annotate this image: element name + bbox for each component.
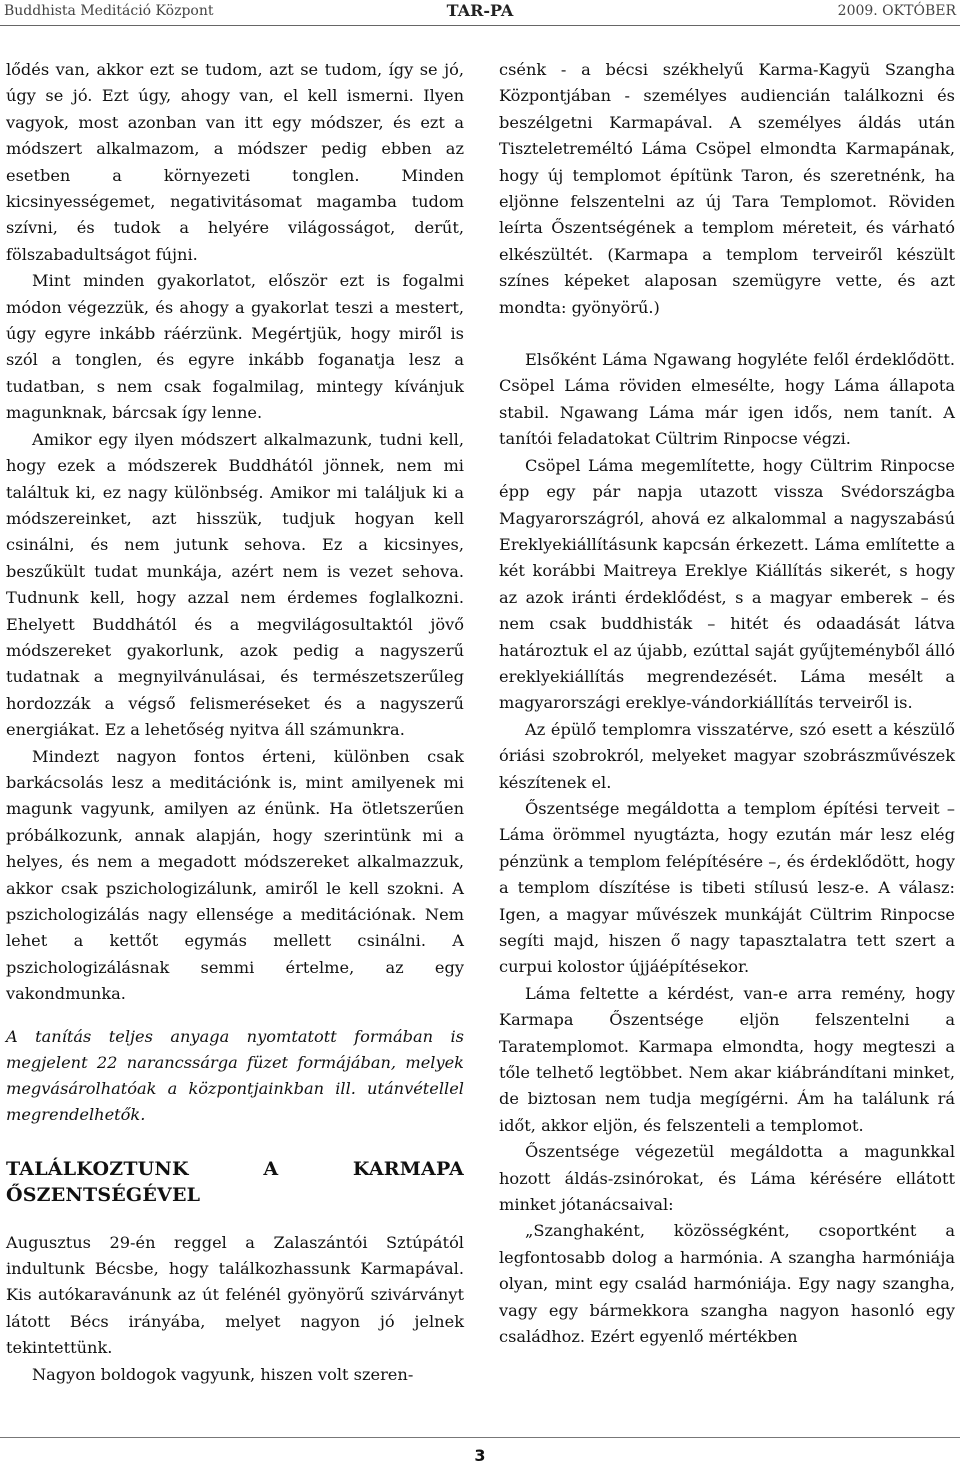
- paragraph: Augusztus 29-én reggel a Zalaszántói Sztúpától indultunk Bécsbe, hogy találkozhassunk Karmapával. Kis autókaravánunk az út felénél gyönyörű szivárványt látott Bécs irányába, melyet nagyon jó jelnek tekintettünk.: [6, 1232, 464, 1358]
- paragraph: Őszentsége megáldotta a templom építési terveit – Láma örömmel nyugtázta, hogy ezután már lesz elég pénzünk a templom felépítésére –, és érdeklődött, hogy a templom díszítése is tibeti stílusú lesz-e. A válasz: Igen, a magyar művészek munkáját Cültrim Rinpocse segíti majd, hiszen ő nagy tapasztalatra tett szert a curpui kolostor újjáépítésekor.: [499, 798, 955, 977]
- header-title: TAR-PA: [446, 1, 514, 20]
- page-number: 3: [474, 1446, 486, 1465]
- right-column: [499, 57, 955, 1351]
- paragraph: Mint minden gyakorlatot, először ezt is fogalmi módon végezzük, és ahogy a gyakorlat teszi a mestert, úgy egyre inkább ráérzünk. Megértjük, hogy miről is szól a tonglen, és egyre inkább foganatja lesz a tudatban, s nem csak fogalmilag, mintegy kívánjuk magunknak, bárcsak így lenne.: [6, 271, 464, 423]
- paragraph: Nagyon boldogok vagyunk, hiszen volt szeren-: [32, 1364, 414, 1384]
- paragraph: Láma feltette a kérdést, van-e arra remény, hogy Karmapa Őszentsége eljön felszentelni a Taratemplomot. Karmapa elmondta, hogy megteszi a tőle telhető legtöbbet. Nem akar kiábrándítani minket, de biztosan nem tudja megígérni. Ám ha találunk rá időt, akkor eljön, és felszenteli a templomot.: [499, 983, 955, 1135]
- paragraph: Az épülő templomra visszatérve, szó esett a készülő óriási szobrokról, melyeket magyar szobrászművészek készítenek el.: [499, 719, 955, 792]
- paragraph: Őszentsége végezetül megáldotta a magunkkal hozott áldás-zsinórokat, és Láma kérésére ellátott minket jótanácsaival:: [499, 1142, 955, 1215]
- paragraph: csénk - a bécsi székhelyű Karma-Kagyü Szangha Központjában - személyes audiencián találkozni és beszélgetni Karmapával. A személyes áldás után Tiszteletreméltó Láma Csöpel elmondta Karmapának, hogy új templomot építünk Taron, és szeretnénk, ha eljönne felszentelni az új Tara Templomot. Röviden leírta Őszentségének a templom méreteit, és várható elkészültét. (Karmapa a templom terveiről készült színes képeket alaposan szemügyre vette, és azt mondta: gyönyörű.): [499, 60, 955, 317]
- paragraph: lődés van, akkor ezt se tudom, azt se tudom, így se jó, úgy se jó. Ezt úgy, ahogy van, el kell ismerni. Ilyen vagyok, most azonban van itt egy módszer, és ezt a módszert alkalmazom, a módszer pedig ebben az esetben a környezeti tonglen. Minden kicsinyességemet, negativitásomat magamba tudom szívni, és tudok a helyére világosságot, derűt, fölszabadultságot fújni.: [6, 60, 464, 264]
- header-publisher: Buddhista Meditáció Központ: [4, 3, 214, 19]
- left-column: [6, 57, 464, 1388]
- article-heading: TALÁLKOZTUNK A KARMAPA ŐSZENTSÉGÉVEL: [6, 1157, 464, 1206]
- header-issue-date: 2009. OKTÓBER: [837, 3, 956, 19]
- paragraph: Amikor egy ilyen módszert alkalmazunk, tudni kell, hogy ezek a módszerek Buddhától jönnek, nem mi találtuk ki, ez nagy különbség. Amikor mi találjuk ki a módszereinket, azt hisszük, tudjuk hogyan kell csinálni, és nem jutunk sehova. Ez a kicsinyes, beszűkült tudat munkája, azért nem is vezet sehova. Tudnunk kell, hogy azzal nem érdemes foglalkozni. Ehelyett Buddhától és a megvilágosultaktól jövő módszereket gyakorlunk, azok pedig a nagyszerű tudatnak a megnyilvánulásai, és természetszerűleg hordozzák a végső felismeréseket és a nagyszerű energiákat. Ez a lehetőség nyitva áll számunkra.: [6, 429, 464, 740]
- paragraph: Csöpel Láma megemlítette, hogy Cültrim Rinpocse épp egy pár napja utazott vissza Svédországba Magyarországról, ahová ez alkalommal a nagyszabású Ereklyekiállításunk kapcsán érkezett. Láma említette a két korábbi Maitreya Ereklye Kiállítás sikerét, s hogy az azok iránti érdeklődést, s a magyar emberek – és nem csak buddhisták – hitét és odaadását látva határoztuk el az újabb, ezúttal saját gyűjteményből álló ereklyekiállítás megrendezését. Láma mesélt a magyarországi ereklye-vándorkiállítás terveiről is.: [499, 455, 955, 713]
- paragraph: Elsőként Láma Ngawang hogyléte felől érdeklődött. Csöpel Láma röviden elmesélte, hogy Láma állapota stabil. Ngawang Láma már igen idős, nem tanít. A tanítói feladatokat Cültrim Rinpocse végzi.: [499, 350, 955, 449]
- paragraph: Mindezt nagyon fontos érteni, különben csak barkácsolás lesz a meditációnk is, mint amilyenek mi magunk vagyunk, amilyen az énünk. Ha ötletszerűen próbálkozunk, annak alapján, hogy szerintünk mi a helyes, és nem a megadott módszereket alkalmazzuk, akkor csak pszichologizálunk, amiről le kell szokni. A pszichologizálás nagy ellensége a meditációnak. Nem lehet a kettőt egymás mellett csinálni. A pszichologizálásnak semmi értelme, az egy vakondmunka.: [6, 746, 464, 1004]
- quote-paragraph: „Szanghaként, közösségként, csoportként a legfontosabb dolog a harmónia. A szangha harmóniája olyan, mint egy család harmóniája. Egy nagy szangha, vagy egy bármekkora szangha nagyon hasonló egy családhoz. Ezért egyenlő mértékben: [499, 1221, 955, 1347]
- page-header: [0, 0, 960, 26]
- publication-note: A tanítás teljes anyaga nyomtatott formában is megjelent 22 narancssárga füzet formájában, melyek megvásárolhatóak a központjainkban ill. utánvétellel megrendelhetők.: [6, 1026, 464, 1124]
- footer-rule: [0, 1437, 960, 1438]
